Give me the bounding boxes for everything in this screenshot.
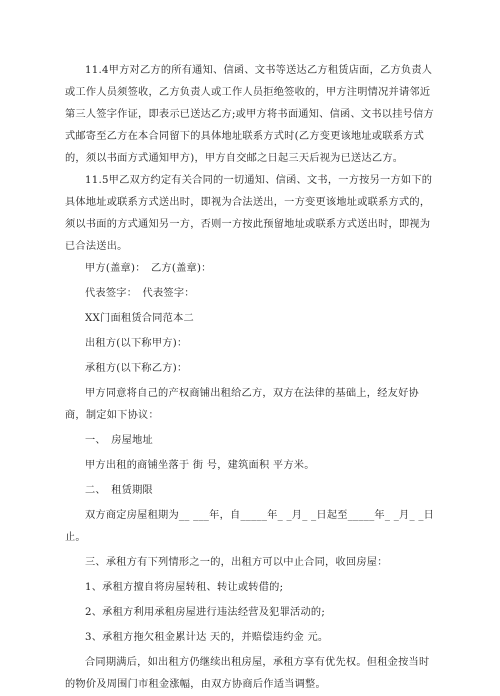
clause-11-5: 11.5甲乙双方约定有关合同的一切通知、信函、文书，一方按另一方如下的具体地址或联系方式送出时，即视为合法送出，一方变更该地址或联系方式的，须以书面的方式通知另一方，否则一方按此预留地址或联系方式送出时，即视为已合法送出。: [65, 175, 433, 252]
section-2-heading: 二、 租赁期限: [85, 485, 153, 496]
contract-title: XX门面租赁合同范本二: [85, 313, 194, 324]
clause-11-4: 11.4甲方对乙方的所有通知、信函、文书等送达乙方租赁店面，乙方负责人或工作人员须签收，乙方负责人或工作人员拒绝签收的，甲方注明情况并请邻近第三人签字作证，即表示已送达乙方;或甲方将书面通知、信函、文书以挂号信方式邮寄至乙方在本合同留下的具体地址联系方式时(乙方变更该地址或联系方式的，须以书面方式通知甲方)，甲方自交邮之日起三天后视为已送达乙方。: [65, 65, 434, 164]
section-1-body: 甲方出租的商铺坐落于 街 号，建筑面积 平方米。: [85, 460, 315, 471]
renewal-clause: 合同期满后，如出租方仍继续出租房屋，承租方享有优先权。但租金按当时的物价及周围门市租金涨幅，由双方协商后作适当调整。: [65, 657, 430, 690]
section-3-item-2: 2、承租方利用承租房屋进行违法经营及犯罪活动的;: [85, 607, 326, 618]
signature-seal-line: 甲方(盖章)： 乙方(盖章)：: [85, 263, 212, 274]
lessee-line: 承租方(以下称乙方)：: [85, 363, 188, 374]
section-3-heading: 三、承租方有下列情形之一的，出租方可以中止合同，收回房屋：: [85, 557, 388, 568]
section-2-body: 双方商定房屋租期为__ ___年，自_____年_ _月_ _日起至_____年_ _月_ _日止。: [65, 510, 435, 543]
section-1-heading: 一、 房屋地址: [85, 435, 153, 446]
lessor-line: 出租方(以下称甲方)：: [85, 338, 188, 349]
section-3-item-3: 3、承租方拖欠租金累计达 天的，并赔偿违约金 元。: [85, 632, 329, 643]
signature-rep-line: 代表签字： 代表签字：: [85, 288, 195, 299]
section-3-item-1: 1、承租方擅自将房屋转租、转让或转借的;: [85, 582, 284, 593]
agreement-intro: 甲方同意将自己的产权商铺出租给乙方，双方在法律的基础上，经友好协商，制定如下协议：: [65, 388, 419, 421]
